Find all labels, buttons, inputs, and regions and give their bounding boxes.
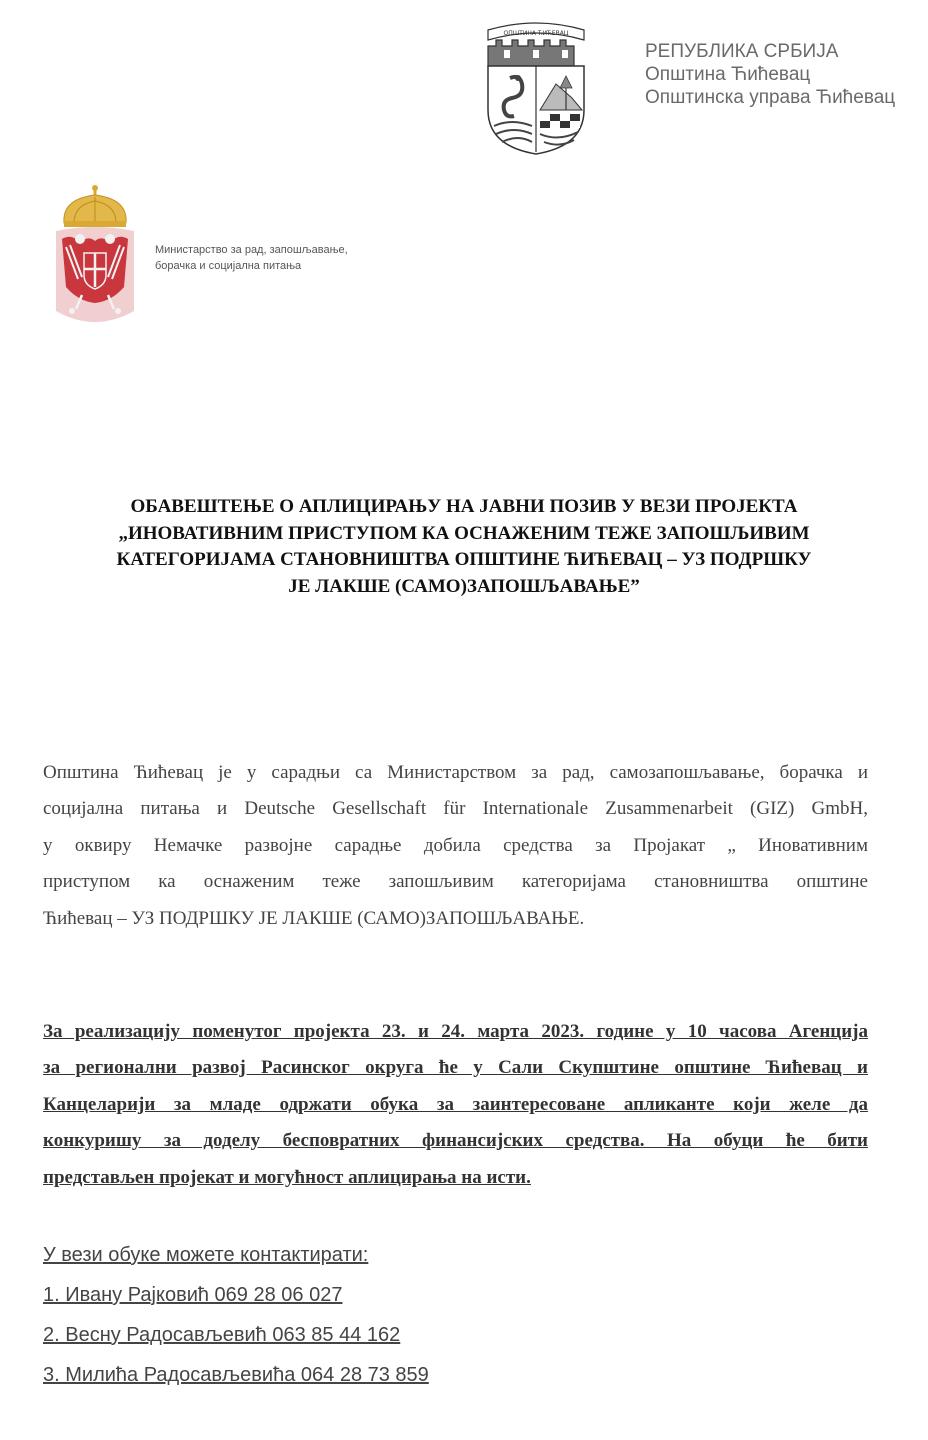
intro-paragraph [43, 755, 868, 937]
header-administration: Општинска управа Ћићевац [645, 87, 896, 108]
intro-line: Општина Ћићевац је у сарадњи са Министарством за рад, самозапошљавање, борачка и [43, 762, 868, 783]
title-line-1: ОБАВЕШТЕЊЕ О АПЛИЦИРАЊУ НА ЈАВНИ ПОЗИВ У ВЕЗИ ПРОЈЕКТА [130, 496, 798, 517]
intro-line: Ћићевац – УЗ ПОДРШКУ ЈЕ ЛАКШЕ (САМО)ЗАПОШЉАВАЊЕ. [43, 907, 585, 929]
header-country: РЕПУБЛИКА СРБИЈА [645, 41, 839, 62]
contact-item: 1. Ивану Рајковић 069 28 06 027 [43, 1284, 343, 1306]
contacts-section [43, 1240, 429, 1400]
title-line-4: ЈЕ ЛАКШЕ (САМО)ЗАПОШЉАВАЊЕ” [288, 575, 640, 597]
title-line-3: КАТЕГОРИЈАМА СТАНОВНИШТВА ОПШТИНЕ ЋИЋЕВАЦ – УЗ ПОДРШКУ [116, 549, 812, 570]
intro-line: социјална питања и Deutsche Gesellschaft für Internationale Zusammenarbeit (GIZ) GmbH, [43, 798, 868, 820]
intro-line: у оквиру Немачке развојне сарадње добила средства за Пројакат „ Иновативним [43, 834, 868, 856]
intro-line: приступом ка оснаженим теже запошљивим категоријама становништва општине [43, 871, 868, 893]
header-municipality: Општина Ћићевац [645, 64, 811, 85]
contact-item: 3. Милића Радосављевића 064 28 73 859 [43, 1364, 429, 1386]
notice-line: представљен пројекат и могућност аплицирања на исти. [43, 1166, 531, 1188]
training-notice-paragraph [43, 1014, 868, 1196]
municipality-crest-logo [482, 18, 590, 156]
notice-line: за регионални развој Расинског округа ће у Сали Скупштине општине Ћићевац и [43, 1057, 868, 1079]
notice-line: конкуришу за доделу бесповратних финансијских средства. На обуци ће бити [43, 1130, 868, 1152]
document-title [40, 494, 888, 600]
issuer-header [645, 40, 895, 109]
ministry-line-1: Министарство за рад, запошљавање, [155, 244, 348, 256]
crest-banner-text: ОПШТИНА ЋИЋЕВАЦ [503, 30, 569, 37]
contacts-intro: У вези обуке можете контактирати: [43, 1244, 369, 1266]
title-line-2: „ИНОВАТИВНИМ ПРИСТУПОМ КА ОСНАЖЕНИМ ТЕЖЕ ЗАПОШЉИВИМ [118, 522, 810, 544]
ministry-label [155, 242, 348, 274]
notice-line: За реализацију поменутог пројекта 23. и 24. марта 2023. године у 10 часова Агенција [43, 1021, 868, 1042]
serbia-coat-of-arms-icon [52, 183, 138, 331]
contact-item: 2. Весну Радосављевић 063 85 44 162 [43, 1324, 401, 1346]
notice-line: Канцеларији за младе одржати обука за заинтересоване апликанте који желе да [43, 1093, 868, 1115]
ministry-line-2: борачка и социјална питања [155, 260, 302, 272]
